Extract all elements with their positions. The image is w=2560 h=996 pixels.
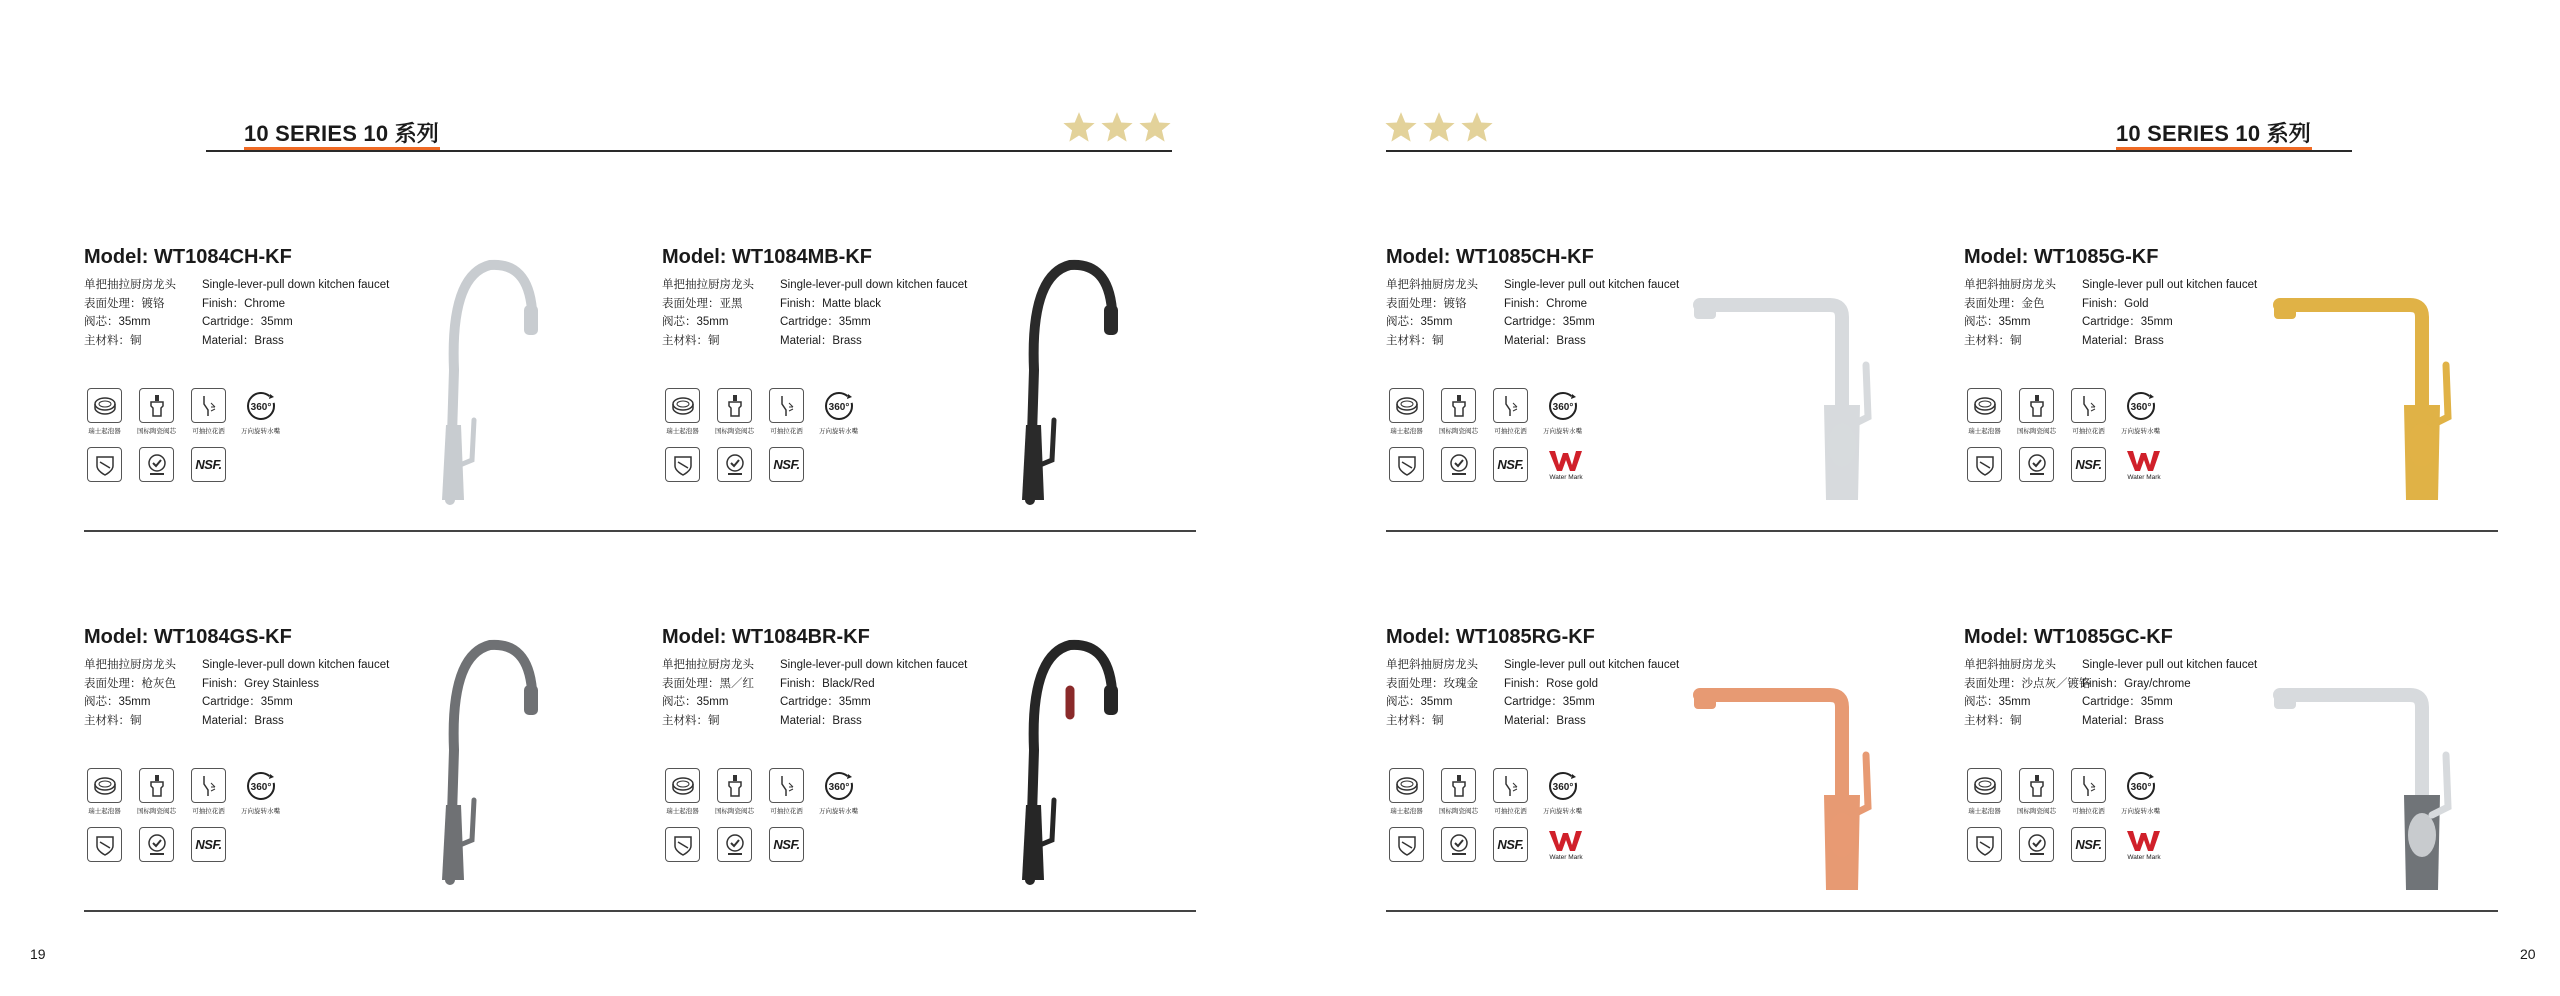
warranty-shield-icon [665, 827, 700, 862]
icon-caption: 国标陶瓷阀芯 [137, 428, 176, 435]
svg-text:360°: 360° [2130, 401, 2151, 413]
svg-text:360°: 360° [1552, 781, 1573, 793]
spec-en: Cartridge：35mm [1504, 316, 1595, 328]
spec-cn: 阀芯：35mm [1386, 316, 1453, 328]
nsf-icon [191, 827, 226, 862]
nsf-label: NSF. [1497, 457, 1524, 472]
pull-down-faucet-image [420, 250, 540, 515]
spec-row [84, 656, 389, 675]
spec-en: Material：Brass [1504, 334, 1586, 347]
warranty-shield-icon [1389, 827, 1424, 862]
certification-check-icon [1441, 827, 1476, 862]
spec-row [84, 693, 389, 712]
certification-check-icon [717, 827, 752, 862]
icon-caption: 万向旋转水嘴 [241, 428, 280, 435]
swivel-360-icon [821, 768, 856, 803]
icon-caption: 可抽拉花洒 [770, 808, 803, 815]
model-number: Model: WT1085G-KF [1964, 246, 2159, 268]
spec-en: Cartridge：35mm [780, 316, 871, 328]
spec-cn: 单把抽拉厨房龙头 [662, 659, 754, 671]
icon-caption: 可抽拉花洒 [192, 428, 225, 435]
spec-row [1386, 276, 1679, 295]
spec-en: Material：Brass [1504, 714, 1586, 727]
spec-cn: 阀芯：35mm [1964, 696, 2031, 708]
spec-row [662, 276, 967, 295]
nsf-label: NSF. [773, 457, 800, 472]
pull-out-spray-icon [1493, 768, 1528, 803]
spec-row [662, 295, 967, 314]
spec-en: Finish：Black/Red [780, 677, 875, 690]
pull-out-spray-icon [2071, 388, 2106, 423]
icon-caption: 万向旋转水嘴 [241, 808, 280, 815]
cartridge-icon [2019, 768, 2054, 803]
spec-en: Material：Brass [2082, 334, 2164, 347]
icon-caption: 可抽拉花洒 [2072, 428, 2105, 435]
feature-icons [1388, 768, 1588, 862]
spec-row [1964, 313, 2257, 332]
spec-cn: 阀芯：35mm [1386, 696, 1453, 708]
pull-out-faucet-image [2270, 295, 2470, 510]
watermark-caption: Water Mark [1549, 854, 1583, 861]
svg-text:360°: 360° [1552, 401, 1573, 413]
spec-cn: 表面处理：枪灰色 [84, 677, 176, 690]
pull-out-spray-icon [769, 768, 804, 803]
page-number-right: 20 [2520, 946, 2536, 962]
spec-cn: 主材料：铜 [1964, 334, 2022, 347]
spec-en: Finish：Matte black [780, 297, 881, 310]
certification-check-icon [2019, 447, 2054, 482]
certification-check-icon [717, 447, 752, 482]
swivel-360-icon [1545, 388, 1580, 423]
icon-caption: 可抽拉花洒 [192, 808, 225, 815]
pull-out-spray-icon [191, 768, 226, 803]
spec-row [1386, 313, 1679, 332]
icon-caption: 瑞士起泡器 [1390, 428, 1423, 435]
feature-icons [664, 388, 857, 482]
model-number: Model: WT1084CH-KF [84, 246, 292, 268]
icon-caption: 瑞士起泡器 [1968, 428, 2001, 435]
star-icon [1138, 110, 1172, 144]
spec-cn: 表面处理：镀铬 [84, 297, 165, 310]
certification-check-icon [139, 827, 174, 862]
spec-en: Single-lever pull out kitchen faucet [1504, 279, 1680, 291]
left-series-header [206, 112, 1172, 152]
feature-icons [664, 768, 857, 862]
svg-text:360°: 360° [250, 401, 271, 413]
spec-row [1964, 276, 2257, 295]
icon-caption: 国标陶瓷阀芯 [715, 808, 754, 815]
nsf-icon [1493, 447, 1528, 482]
spec-en: Single-lever-pull down kitchen faucet [202, 659, 390, 671]
spec-en: Material：Brass [780, 334, 862, 347]
spec-row [1964, 295, 2257, 314]
icon-caption: 瑞士起泡器 [88, 808, 121, 815]
spec-cn: 阀芯：35mm [1964, 316, 2031, 328]
spec-row [84, 332, 389, 351]
icon-caption: 万向旋转水嘴 [2121, 808, 2160, 815]
spec-row [662, 693, 967, 712]
spec-row [1964, 712, 2257, 731]
model-number: Model: WT1085GC-KF [1964, 626, 2173, 648]
spec-en: Single-lever pull out kitchen faucet [2082, 279, 2258, 291]
model-number: Model: WT1084BR-KF [662, 626, 870, 648]
cartridge-icon [2019, 388, 2054, 423]
icon-caption: 万向旋转水嘴 [1543, 428, 1582, 435]
aerator-icon [1389, 388, 1424, 423]
spec-en: Finish：Chrome [202, 297, 286, 310]
watermark-icon [2122, 827, 2166, 862]
spec-row [662, 313, 967, 332]
icon-caption: 万向旋转水嘴 [819, 428, 858, 435]
nsf-icon [2071, 827, 2106, 862]
spec-en: Single-lever-pull down kitchen faucet [780, 659, 968, 671]
spec-cn: 阀芯：35mm [662, 316, 729, 328]
icon-caption: 国标陶瓷阀芯 [2017, 428, 2056, 435]
spec-cn: 单把斜抽厨房龙头 [1964, 279, 2056, 291]
spec-row [662, 332, 967, 351]
spec-table [84, 276, 389, 350]
spec-cn: 表面处理：沙点灰／镀铬 [1964, 677, 2091, 690]
nsf-icon [1493, 827, 1528, 862]
spec-row [84, 276, 389, 295]
icon-caption: 万向旋转水嘴 [1543, 808, 1582, 815]
spec-en: Single-lever pull out kitchen faucet [2082, 659, 2258, 671]
spec-table [1386, 276, 1679, 350]
spec-cn: 表面处理：金色 [1964, 297, 2045, 310]
icon-caption: 万向旋转水嘴 [819, 808, 858, 815]
spec-cn: 表面处理：亚黑 [662, 297, 743, 310]
right-star-rating [1384, 110, 1494, 144]
spec-row [1386, 332, 1679, 351]
feature-icons [86, 388, 279, 482]
spec-table [662, 656, 967, 730]
spec-cn: 表面处理：玫瑰金 [1386, 677, 1478, 690]
icon-caption: 瑞士起泡器 [1390, 808, 1423, 815]
icon-caption: 可抽拉花洒 [1494, 428, 1527, 435]
product-card [84, 246, 644, 546]
spec-row [1386, 675, 1679, 694]
icon-caption: 瑞士起泡器 [666, 428, 699, 435]
feature-icons [86, 768, 279, 862]
spec-en: Material：Brass [780, 714, 862, 727]
watermark-caption: Water Mark [2127, 854, 2161, 861]
icon-caption: 国标陶瓷阀芯 [2017, 808, 2056, 815]
spec-cn: 主材料：铜 [84, 334, 142, 347]
spec-cn: 主材料：铜 [1386, 334, 1444, 347]
nsf-label: NSF. [195, 837, 222, 852]
spec-cn: 阀芯：35mm [84, 316, 151, 328]
spec-row [1964, 332, 2257, 351]
pull-out-faucet-image [1690, 295, 1890, 510]
spec-cn: 单把抽拉厨房龙头 [84, 279, 176, 291]
warranty-shield-icon [1967, 447, 2002, 482]
icon-caption: 万向旋转水嘴 [2121, 428, 2160, 435]
spec-row [1964, 693, 2257, 712]
spec-row [84, 295, 389, 314]
certification-check-icon [2019, 827, 2054, 862]
svg-text:360°: 360° [250, 781, 271, 793]
certification-check-icon [1441, 447, 1476, 482]
spec-cn: 阀芯：35mm [84, 696, 151, 708]
icon-caption: 瑞士起泡器 [1968, 808, 2001, 815]
aerator-icon [665, 388, 700, 423]
spec-en: Cartridge：35mm [202, 696, 293, 708]
svg-text:360°: 360° [828, 401, 849, 413]
spec-cn: 表面处理：镀铬 [1386, 297, 1467, 310]
model-number: Model: WT1084MB-KF [662, 246, 872, 268]
pull-out-spray-icon [1493, 388, 1528, 423]
nsf-icon [2071, 447, 2106, 482]
aerator-icon [87, 388, 122, 423]
star-icon [1384, 110, 1418, 144]
pull-out-spray-icon [2071, 768, 2106, 803]
left-star-rating [1062, 110, 1172, 144]
swivel-360-icon [2123, 388, 2158, 423]
svg-text:360°: 360° [2130, 781, 2151, 793]
spec-table [1964, 656, 2257, 730]
nsf-label: NSF. [2075, 837, 2102, 852]
spec-cn: 单把抽拉厨房龙头 [84, 659, 176, 671]
pull-out-spray-icon [191, 388, 226, 423]
spec-row [662, 712, 967, 731]
spec-cn: 主材料：铜 [1386, 714, 1444, 727]
spec-en: Finish：Rose gold [1504, 677, 1598, 690]
spec-en: Finish：Gray/chrome [2082, 677, 2191, 690]
spec-table [1964, 276, 2257, 350]
pull-out-spray-icon [769, 388, 804, 423]
spec-cn: 表面处理：黑／红 [662, 677, 754, 690]
watermark-icon [1544, 447, 1588, 482]
nsf-icon [191, 447, 226, 482]
spec-row [84, 712, 389, 731]
nsf-icon [769, 827, 804, 862]
watermark-caption: Water Mark [2127, 474, 2161, 481]
spec-table [1386, 656, 1679, 730]
watermark-caption: Water Mark [1549, 474, 1583, 481]
cartridge-icon [139, 388, 174, 423]
swivel-360-icon [243, 388, 278, 423]
spec-row [1964, 675, 2257, 694]
nsf-label: NSF. [773, 837, 800, 852]
aerator-icon [1967, 388, 2002, 423]
model-number: Model: WT1085CH-KF [1386, 246, 1594, 268]
star-icon [1460, 110, 1494, 144]
cartridge-icon [1441, 388, 1476, 423]
nsf-icon [769, 447, 804, 482]
spec-cn: 单把斜抽厨房龙头 [1386, 659, 1478, 671]
icon-caption: 瑞士起泡器 [666, 808, 699, 815]
spec-table [662, 276, 967, 350]
watermark-icon [1544, 827, 1588, 862]
cartridge-icon [1441, 768, 1476, 803]
spec-table [84, 656, 389, 730]
spec-row [1386, 712, 1679, 731]
spec-en: Cartridge：35mm [1504, 696, 1595, 708]
swivel-360-icon [1545, 768, 1580, 803]
pull-out-faucet-image [2270, 685, 2470, 900]
spec-en: Finish：Chrome [1504, 297, 1588, 310]
icon-caption: 国标陶瓷阀芯 [137, 808, 176, 815]
feature-icons [1966, 768, 2166, 862]
swivel-360-icon [2123, 768, 2158, 803]
spec-en: Single-lever-pull down kitchen faucet [202, 279, 390, 291]
nsf-label: NSF. [195, 457, 222, 472]
spec-en: Cartridge：35mm [202, 316, 293, 328]
feature-icons [1388, 388, 1588, 482]
swivel-360-icon [243, 768, 278, 803]
spec-row [1964, 656, 2257, 675]
icon-caption: 可抽拉花洒 [2072, 808, 2105, 815]
spec-cn: 主材料：铜 [84, 714, 142, 727]
icon-caption: 国标陶瓷阀芯 [1439, 808, 1478, 815]
icon-caption: 可抽拉花洒 [770, 428, 803, 435]
spec-row [1386, 656, 1679, 675]
spec-en: Finish：Grey Stainless [202, 677, 319, 690]
icon-caption: 国标陶瓷阀芯 [1439, 428, 1478, 435]
spec-row [84, 313, 389, 332]
cartridge-icon [139, 768, 174, 803]
spec-en: Cartridge：35mm [2082, 696, 2173, 708]
watermark-icon [2122, 447, 2166, 482]
spec-row [84, 675, 389, 694]
spec-row [662, 675, 967, 694]
icon-caption: 可抽拉花洒 [1494, 808, 1527, 815]
pull-down-faucet-image [1000, 250, 1120, 515]
spec-en: Material：Brass [202, 714, 284, 727]
spec-en: Material：Brass [202, 334, 284, 347]
pull-down-faucet-image [1000, 630, 1120, 895]
star-icon [1100, 110, 1134, 144]
cartridge-icon [717, 768, 752, 803]
product-card [662, 626, 1222, 926]
left-series-title: 10 SERIES 10 系列 [244, 121, 439, 146]
pull-out-faucet-image [1690, 685, 1890, 900]
spec-row [1386, 693, 1679, 712]
icon-caption: 瑞士起泡器 [88, 428, 121, 435]
swivel-360-icon [821, 388, 856, 423]
spec-en: Cartridge：35mm [780, 696, 871, 708]
spec-en: Finish：Gold [2082, 297, 2149, 310]
spec-row [662, 656, 967, 675]
feature-icons [1966, 388, 2166, 482]
aerator-icon [87, 768, 122, 803]
right-series-header [1386, 112, 2352, 152]
spec-cn: 主材料：铜 [662, 714, 720, 727]
right-series-title: 10 SERIES 10 系列 [2116, 121, 2311, 146]
cartridge-icon [717, 388, 752, 423]
warranty-shield-icon [1967, 827, 2002, 862]
spec-en: Material：Brass [2082, 714, 2164, 727]
aerator-icon [665, 768, 700, 803]
page-number-left: 19 [30, 946, 46, 962]
certification-check-icon [139, 447, 174, 482]
spec-en: Single-lever-pull down kitchen faucet [780, 279, 968, 291]
warranty-shield-icon [1389, 447, 1424, 482]
spec-en: Cartridge：35mm [2082, 316, 2173, 328]
warranty-shield-icon [87, 827, 122, 862]
model-number: Model: WT1085RG-KF [1386, 626, 1595, 648]
spec-cn: 阀芯：35mm [662, 696, 729, 708]
nsf-label: NSF. [2075, 457, 2102, 472]
warranty-shield-icon [87, 447, 122, 482]
nsf-label: NSF. [1497, 837, 1524, 852]
aerator-icon [1389, 768, 1424, 803]
spec-cn: 单把抽拉厨房龙头 [662, 279, 754, 291]
star-icon [1062, 110, 1096, 144]
spec-en: Single-lever pull out kitchen faucet [1504, 659, 1680, 671]
icon-caption: 国标陶瓷阀芯 [715, 428, 754, 435]
svg-text:360°: 360° [828, 781, 849, 793]
model-number: Model: WT1084GS-KF [84, 626, 292, 648]
spec-cn: 主材料：铜 [1964, 714, 2022, 727]
spec-cn: 单把斜抽厨房龙头 [1386, 279, 1478, 291]
pull-down-faucet-image [420, 630, 540, 895]
product-card [84, 626, 644, 926]
star-icon [1422, 110, 1456, 144]
spec-cn: 主材料：铜 [662, 334, 720, 347]
spec-row [1386, 295, 1679, 314]
aerator-icon [1967, 768, 2002, 803]
product-card [662, 246, 1222, 546]
warranty-shield-icon [665, 447, 700, 482]
spec-cn: 单把斜抽厨房龙头 [1964, 659, 2056, 671]
